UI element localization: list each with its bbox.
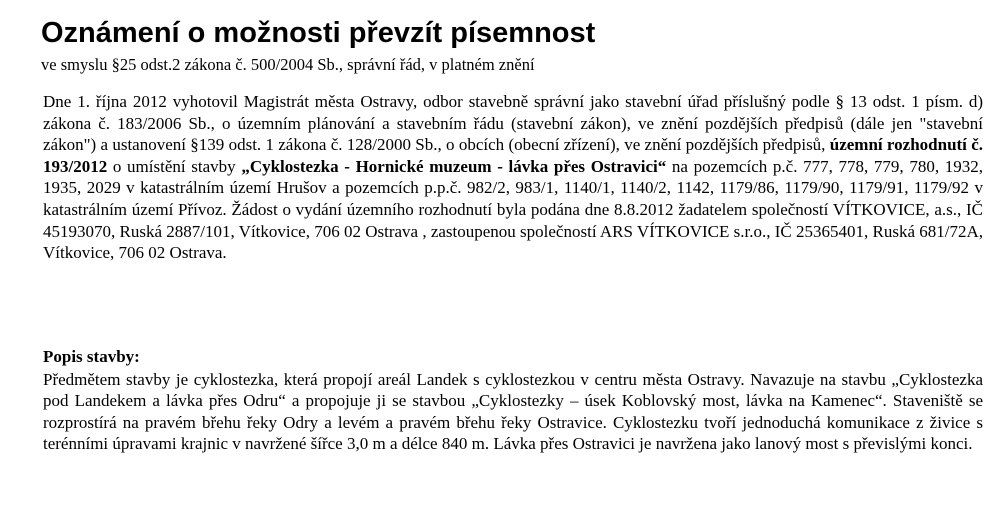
construction-description: Předmětem stavby je cyklostezka, která propojí areál Landek s cyklostezkou v centru města Ostravy. Navazuje na stavbu „Cyklostezka pod Landekem a lávka přes Odru“ a propojuje ji se stavbou „Cyklostezky – úsek Koblovský most, lávka na Kamenec“. Staveniště se rozprostírá na pravém břehu řeky Odry a levém a pravém břehu řeky Ostravice. Cyklostezku tvoří jednoduchá komunikace z živice s terénními úpravami krajnic v navržené šířce 3,0 m a délce 840 m. Lávka přes Ostravici je navržena jako lanový most s převislými konci. <box>43 370 983 454</box>
page-subtitle: ve smyslu §25 odst.2 zákona č. 500/2004 Sb., správní řád, v platném znění <box>41 55 535 74</box>
notice-paragraph <box>43 91 983 264</box>
decision-number: územní rozhodnutí č. 193/2012 <box>43 135 983 176</box>
paragraph-text-middle: o umístění stavby <box>107 156 242 176</box>
paragraph-text-intro: Dne 1. října 2012 vyhotovil Magistrát města Ostravy, odbor stavebně správní jako stavební úřad příslušný podle § 13 odst. 1 písm. d) zákona č. 183/2006 Sb., o územním plánování a stavebním řádu (stavební zákon), ve znění pozdějších předpisů (dále jen "stavební zákon") a ustanovení §139 odst. 1 zákona č. 128/2000 Sb., o obcích (obecní zřízení), ve znění pozdějších předpisů, <box>43 92 983 155</box>
section-heading: Popis stavby: <box>43 347 140 366</box>
page-title: Oznámení o možnosti převzít písemnost <box>41 17 596 49</box>
paragraph-text-details: na pozemcích p.č. 777, 778, 779, 780, 1932, 1935, 2029 v katastrálním území Hrušov a pozemcích p.p.č. 982/2, 983/1, 1140/1, 1140/2, 1142, 1179/86, 1179/90, 1179/91, 1179/92 v katastrálním území Přívoz. Žádost o vydání územního rozhodnutí byla podána dne 8.8.2012 žadatelem společností VÍTKOVICE, a.s., IČ 45193070, Ruská 2887/101, Vítkovice, 706 02 Ostrava , zastoupenou společností ARS VÍTKOVICE s.r.o., IČ 25365401, Ruská 681/72A, Vítkovice, 706 02 Ostrava. <box>43 156 984 263</box>
project-name: „Cyklostezka - Hornické muzeum - lávka přes Ostravici“ <box>241 156 667 176</box>
